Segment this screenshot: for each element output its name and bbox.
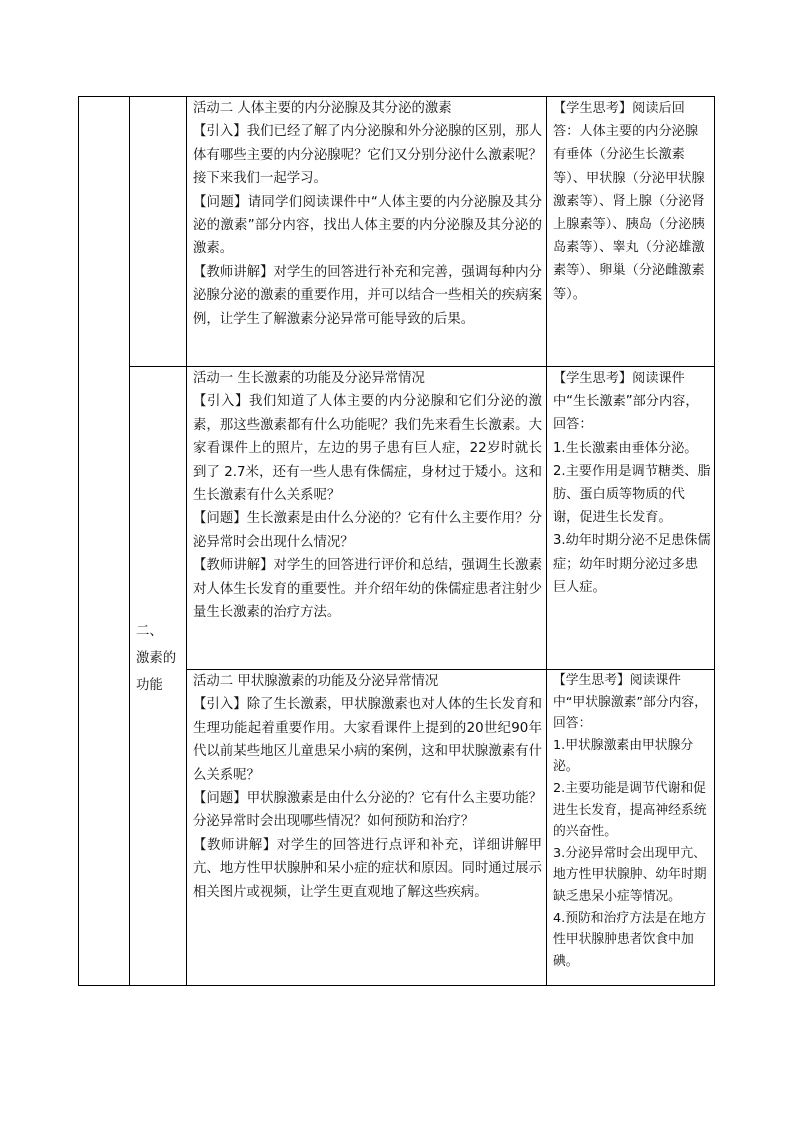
student-line: 1.甲状腺激素由甲状腺分泌。 <box>553 737 694 775</box>
paragraph-tag: 【引入】 <box>193 124 247 140</box>
paragraph-text: 我们已经了解了内分泌腺和外分泌腺的区别，那人体有哪些主要的内分泌腺呢？它们又分别分泌什么激素呢？接下来我们一起学习。 <box>193 124 543 187</box>
lesson-plan-table <box>78 96 715 986</box>
paragraph-tag: 【问题】 <box>193 791 247 807</box>
student-line: 3.分泌异常时会出现甲亢、地方性甲状腺肿、幼年时期缺乏患呆小症等情况。 <box>553 845 707 904</box>
student-cell-2 <box>547 367 715 670</box>
activity-title: 活动二 人体主要的内分泌腺及其分泌的激素 <box>193 101 452 116</box>
activity-paragraph <box>193 834 542 904</box>
paragraph-text: 我们知道了人体主要的内分泌腺和它们分泌的激素，那这些激素都有什么功能呢？我们先来看生长激素。大家看课件上的照片，左边的男子患有巨人症，22岁时就长到了 2.7米，还有一些人患有侏儒症，身材过于矮小。这和生长激素有什么关系呢？ <box>193 394 543 504</box>
activity-paragraph <box>193 693 542 787</box>
paragraph-tag: 【问题】 <box>193 194 248 210</box>
section-label-cell <box>130 367 187 986</box>
student-answer <box>553 670 711 735</box>
paragraph-text: 对学生的回答进行点评和补充，详细讲解甲亢、地方性甲状腺肿和呆小症的症状和原因。同时通过展示相关图片或视频，让学生更直观地了解这些疾病。 <box>193 837 543 900</box>
paragraph-text: 生长激素是由什么分泌的？它有什么主要作用？分泌异常时会出现什么情况？ <box>193 511 543 550</box>
blank-column-cell <box>79 97 130 986</box>
activity-paragraph <box>193 390 542 507</box>
student-tag: 【学生思考】 <box>553 101 633 116</box>
student-line: 1.生长激素由垂体分泌。 <box>553 440 698 456</box>
activity-paragraph <box>193 507 542 554</box>
student-tag: 【学生思考】 <box>553 371 633 386</box>
paragraph-tag: 【引入】 <box>193 697 247 713</box>
paragraph-text: 请同学们阅读课件中“人体主要的内分泌腺及其分泌的激素”部分内容，找出人体主要的内分泌腺及其分泌的激素。 <box>193 194 543 257</box>
paragraph-tag: 【引入】 <box>193 394 249 410</box>
activity-cell-1 <box>187 97 547 367</box>
student-tag: 【学生思考】 <box>553 673 630 688</box>
activity-paragraph <box>193 120 542 190</box>
activity-paragraph <box>193 554 542 624</box>
paragraph-text: 对学生的回答进行评价和总结，强调生长激素对人体生长发育的重要性。并介绍年幼的侏儒症患者注射少量生长激素的治疗方法。 <box>193 558 542 621</box>
paragraph-text: 除了生长激素，甲状腺激素也对人体的生长发育和生理功能起着重要作用。大家看课件上提到的20世纪90年代以前某些地区儿童患呆小病的案例，这和甲状腺激素有什么关系呢？ <box>193 697 543 783</box>
activity-paragraph <box>193 261 542 331</box>
activity-paragraph <box>193 787 542 834</box>
student-line: 阅读后回答：人体主要的内分泌腺有垂体（分泌生长激素等）、甲状腺（分泌甲状腺激素等）、肾上腺（分泌肾上腺素等）、胰岛（分泌胰岛素等）、睾丸（分泌雄激素等）、卵巢（分泌雌激素等）。 <box>553 101 705 302</box>
activity-title: 活动二 甲状腺激素的功能及分泌异常情况 <box>193 674 439 689</box>
activity-cell-2 <box>187 367 547 670</box>
section-number: 二、 <box>136 624 163 639</box>
student-line: 阅读课件中“甲状腺激素”部分内容，回答： <box>553 673 708 732</box>
activity-cell-3 <box>187 670 547 986</box>
paragraph-text: 甲状腺激素是由什么分泌的？它有什么主要功能？分泌异常时会出现哪些情况？如何预防和治疗？ <box>193 791 543 830</box>
paragraph-tag: 【教师讲解】 <box>193 558 274 574</box>
paragraph-tag: 【教师讲解】 <box>193 264 274 280</box>
student-cell-3 <box>547 670 715 986</box>
activity-title: 活动一 生长激素的功能及分泌异常情况 <box>193 371 425 386</box>
section-cell-empty <box>130 97 187 367</box>
section-title-line2: 功能 <box>136 678 163 693</box>
student-line: 2.主要作用是调节糖类、脂肪、蛋白质等物质的代谢，促进生长发育。 <box>553 463 711 526</box>
student-line: 阅读课件中“生长激素”部分内容，回答： <box>553 371 699 433</box>
paragraph-tag: 【教师讲解】 <box>193 837 277 853</box>
student-line: 2.主要功能是调节代谢和促进生长发育，提高神经系统的兴奋性。 <box>553 780 707 840</box>
student-line: 3.幼年时期分泌不足患侏儒症；幼年时期分泌过多患巨人症。 <box>553 533 711 595</box>
student-cell-1 <box>547 97 715 367</box>
student-line: 4.预防和治疗方法是在地方性甲状腺肿患者饮食中加碘。 <box>553 910 706 969</box>
student-answer <box>553 367 711 437</box>
student-answer <box>553 97 711 306</box>
section-title-line1: 激素的 <box>136 651 177 666</box>
activity-paragraph <box>193 191 542 261</box>
paragraph-tag: 【问题】 <box>193 511 247 527</box>
paragraph-text: 对学生的回答进行补充和完善，强调每种内分泌腺分泌的激素的重要作用，并可以结合一些相关的疾病案例，让学生了解激素分泌异常可能导致的后果。 <box>193 264 542 327</box>
